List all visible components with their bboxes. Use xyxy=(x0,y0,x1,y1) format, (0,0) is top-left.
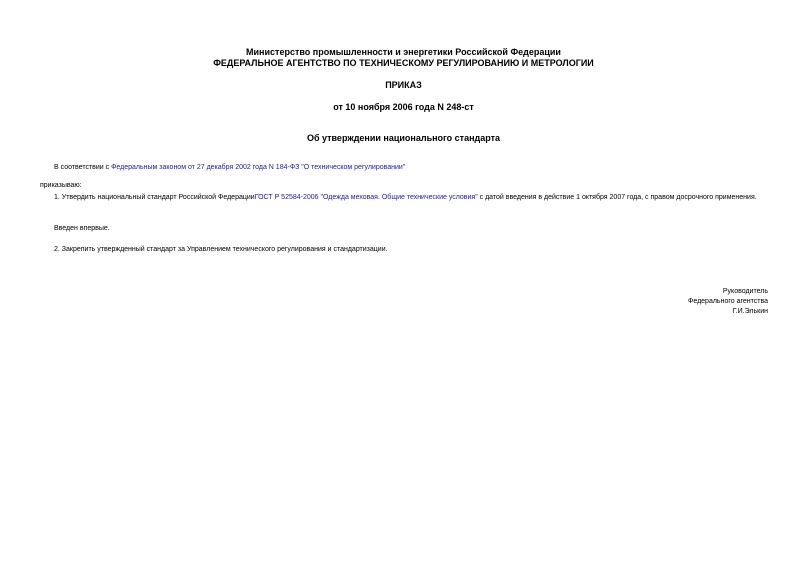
signature-name: Г.И.Элькин xyxy=(732,308,768,315)
order-date: от 10 ноября 2006 года N 248-ст xyxy=(333,102,474,112)
paragraph-basis-prefix: В соответствии с xyxy=(54,164,112,171)
federal-law-link[interactable]: Федеральным законом от 27 декабря 2002 года N 184-ФЗ "О техническом регулировании" xyxy=(111,164,406,171)
agency-heading: ФЕДЕРАЛЬНОЕ АГЕНТСТВО ПО ТЕХНИЧЕСКОМУ РЕГУЛИРОВАНИЮ И МЕТРОЛОГИИ xyxy=(213,58,594,68)
paragraph-item-2: 2. Закрепить утвержденный стандарт за Управлением технического регулирования и стандартизации. xyxy=(54,246,388,253)
gost-standard-link[interactable]: ГОСТ Р 52584-2006 "Одежда меховая. Общие технические условия" xyxy=(254,194,478,201)
signature-org: Федерального агентства xyxy=(688,298,768,305)
order-title: ПРИКАЗ xyxy=(385,80,422,90)
paragraph-order-word: приказываю: xyxy=(40,182,82,189)
paragraph-basis xyxy=(54,163,405,173)
paragraph-introduced: Введен впервые. xyxy=(54,225,110,232)
ministry-heading: Министерство промышленности и энергетики Российской Федерации xyxy=(246,47,561,57)
order-subject: Об утверждении национального стандарта xyxy=(306,133,501,143)
item-1-suffix: с датой введения в действие 1 октября 2007 года, с правом досрочного применения. xyxy=(477,194,757,201)
item-1-prefix: 1. Утвердить национальный стандарт Российской Федерации xyxy=(54,194,255,201)
paragraph-item-1 xyxy=(40,193,768,203)
signature-title: Руководитель xyxy=(722,288,768,295)
